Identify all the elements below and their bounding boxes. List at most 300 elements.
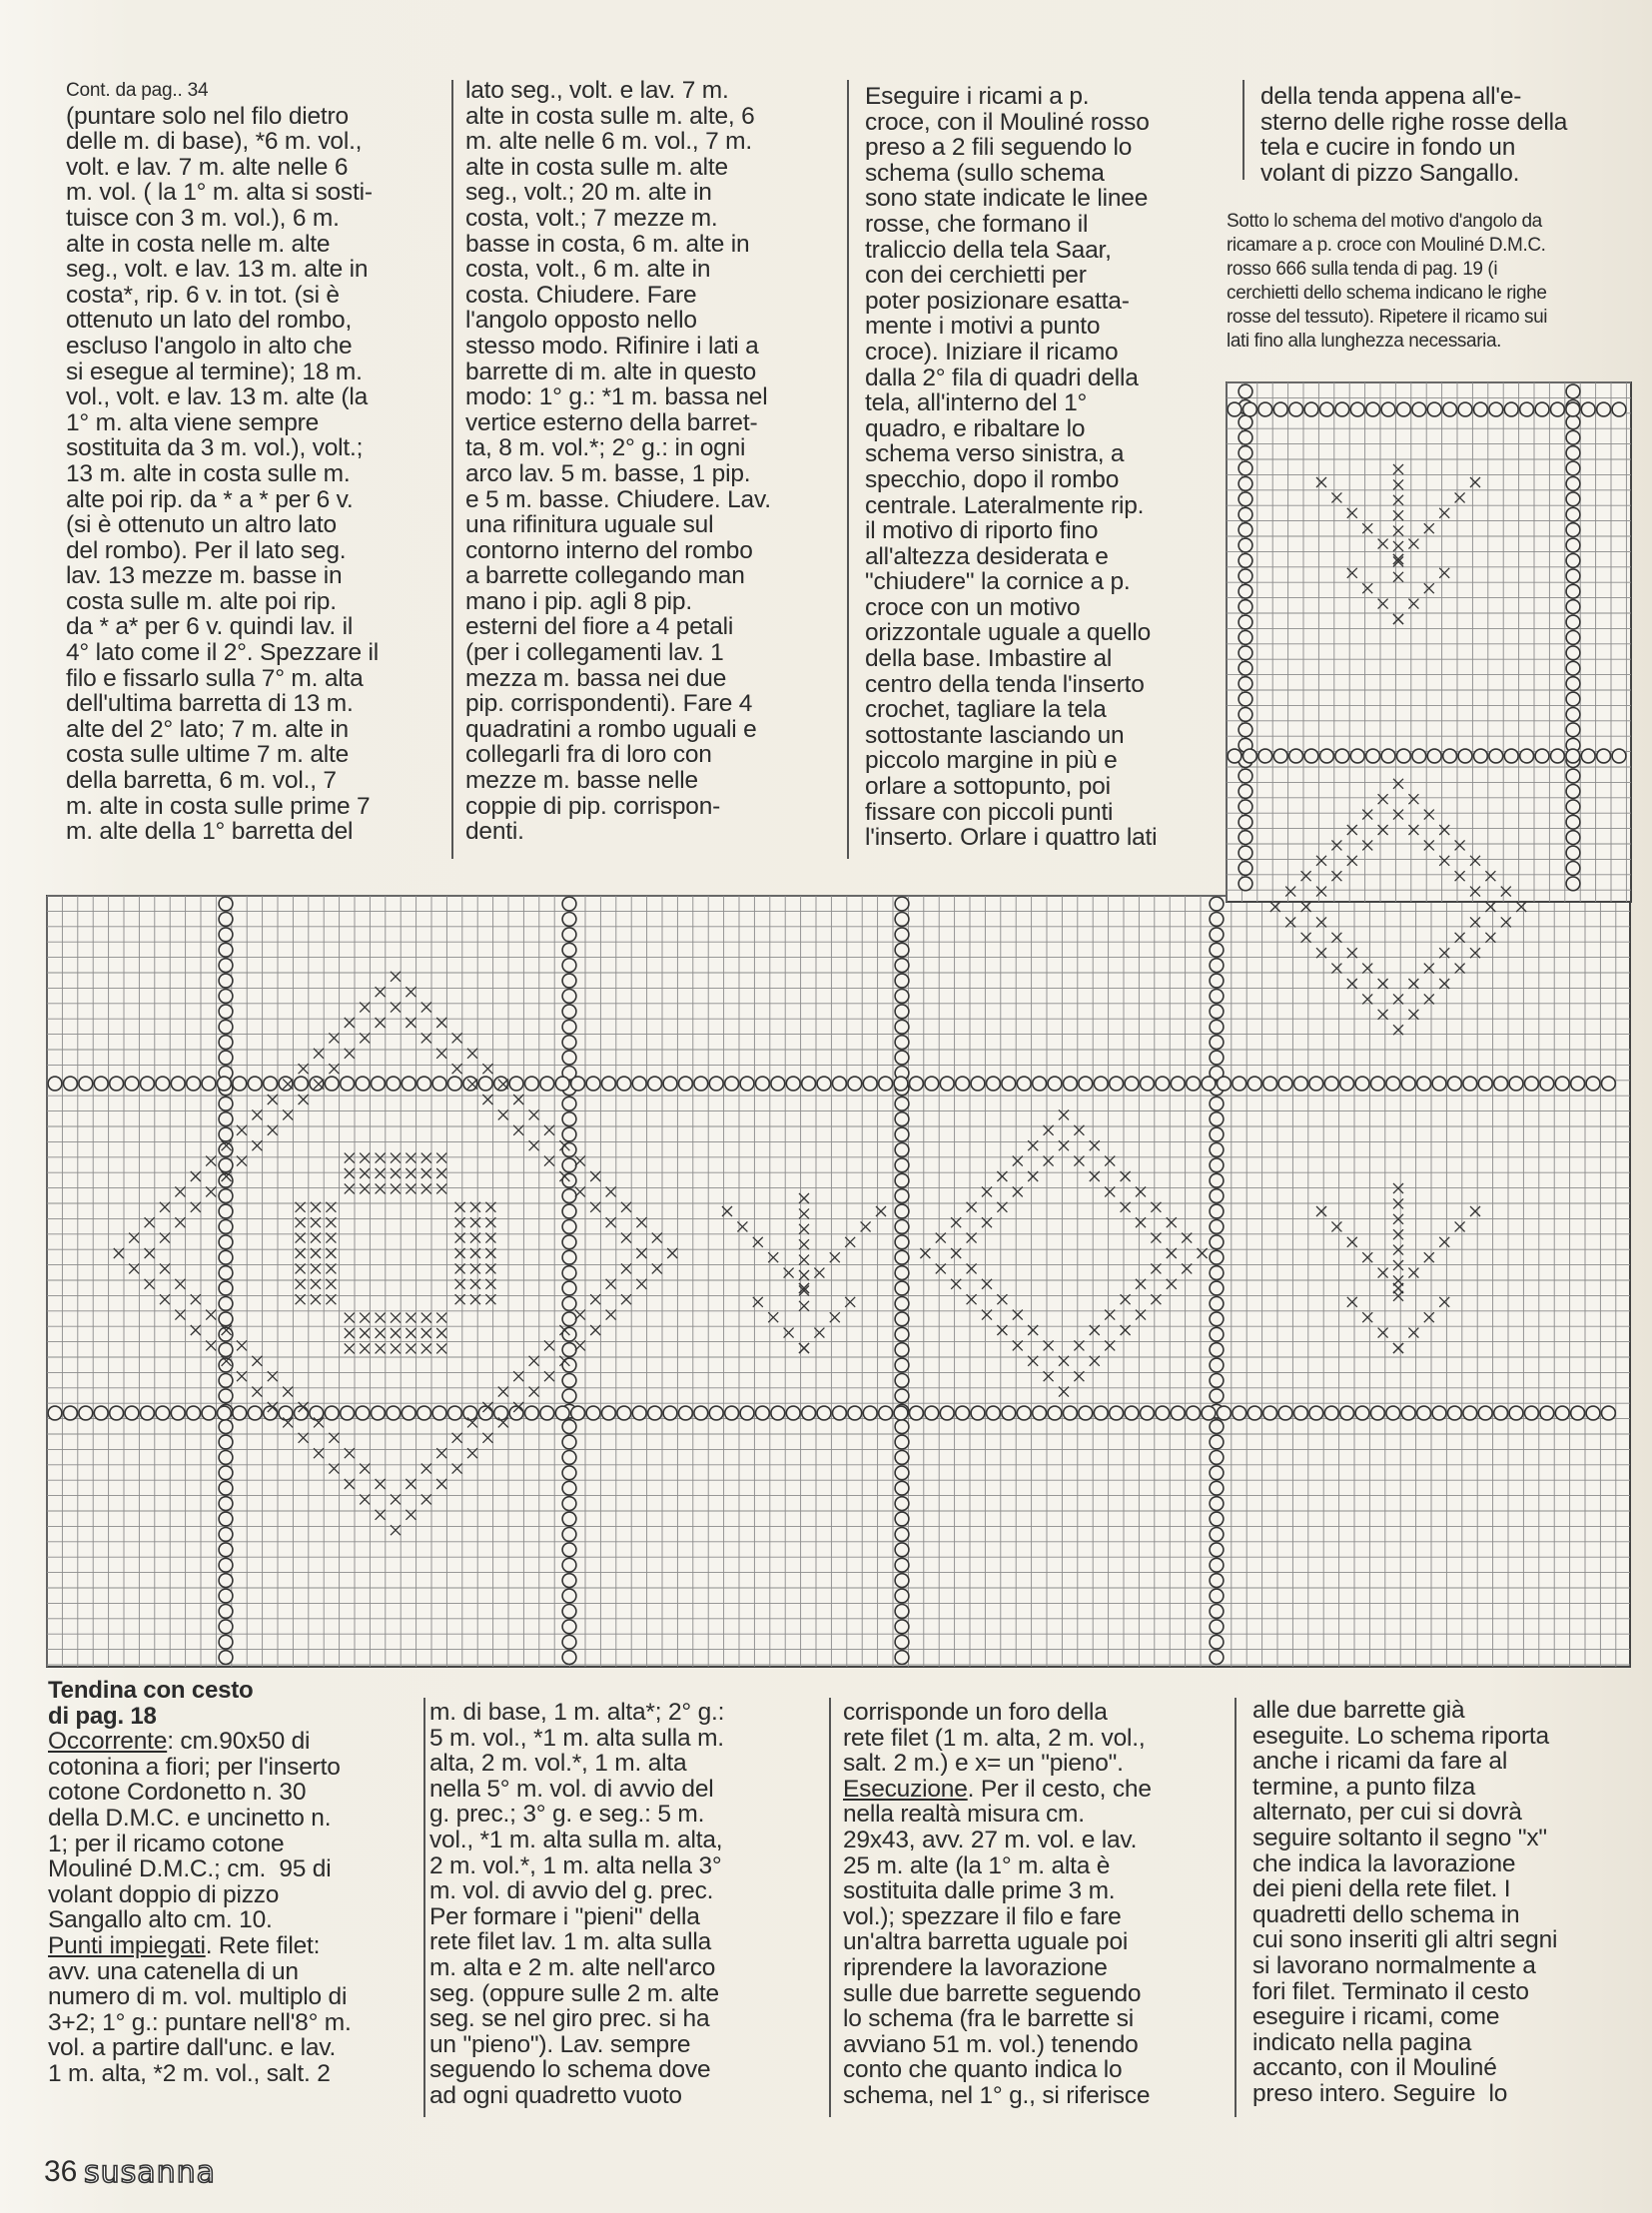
reference-circle xyxy=(1401,1077,1415,1091)
reference-circle xyxy=(1494,1406,1508,1420)
reference-circle xyxy=(895,1420,909,1434)
text-line: contorno interno del rombo xyxy=(465,536,753,564)
reference-circle xyxy=(1566,538,1580,552)
reference-circle xyxy=(562,1097,576,1110)
bottom-col1-lines-b xyxy=(48,1959,427,2087)
text-line: nella 5° m. vol. di avvio del xyxy=(429,1775,714,1803)
reference-circle xyxy=(1187,1406,1201,1420)
reference-circle xyxy=(1566,523,1580,537)
text-line: 2 m. vol.*, 1 m. alta nella 3° xyxy=(429,1851,722,1879)
reference-circle xyxy=(1141,1406,1155,1420)
reference-circle xyxy=(1555,1406,1569,1420)
text-line: avviano 51 m. vol.) tenendo xyxy=(843,2030,1139,2058)
reference-circle xyxy=(1612,749,1626,763)
column-rule xyxy=(829,1698,831,2117)
reference-circle xyxy=(562,1451,576,1465)
reference-circle xyxy=(1210,1312,1224,1326)
text-line: 1 m. alta, *2 m. vol., salt. 2 xyxy=(48,2059,331,2087)
reference-circle xyxy=(562,1189,576,1203)
text-line: croce con un motivo xyxy=(865,593,1081,621)
text-line: il motivo di riporto fino xyxy=(865,517,1099,545)
reference-circle xyxy=(219,1097,233,1110)
text-line: un "pieno"). Lav. sempre xyxy=(429,2030,691,2058)
reference-circle xyxy=(895,928,909,942)
reference-circle xyxy=(1210,1036,1224,1050)
text-line: riprendere la lavorazione xyxy=(843,1953,1108,1981)
reference-circle xyxy=(156,1077,170,1091)
reference-circle xyxy=(156,1406,170,1420)
reference-circle xyxy=(1525,1406,1539,1420)
reference-circle xyxy=(895,1143,909,1157)
reference-circle xyxy=(219,1204,233,1218)
punti-rest: . Rete filet: xyxy=(205,1931,321,1959)
reference-circle xyxy=(562,1204,576,1218)
reference-circle xyxy=(1386,1406,1400,1420)
text-line: all'altezza desiderata e xyxy=(865,542,1109,570)
reference-circle xyxy=(895,897,909,911)
reference-circle xyxy=(895,1266,909,1280)
reference-circle xyxy=(219,1543,233,1557)
reference-circle xyxy=(895,1235,909,1249)
text-line: rete filet lav. 1 m. alta sulla xyxy=(429,1928,712,1956)
reference-circle xyxy=(1210,1420,1224,1434)
reference-circle xyxy=(1448,1406,1462,1420)
reference-circle xyxy=(1381,749,1395,763)
reference-circle xyxy=(219,1189,233,1203)
reference-circle xyxy=(1239,708,1252,722)
reference-circle xyxy=(694,1077,708,1091)
text-line: m. alte della 1° barretta del xyxy=(66,818,354,846)
reference-circle xyxy=(1463,1077,1477,1091)
magazine-brand: susanna xyxy=(84,2155,217,2190)
reference-circle xyxy=(1210,1605,1224,1619)
reference-circle xyxy=(219,1497,233,1511)
reference-circle xyxy=(562,1051,576,1065)
reference-circle xyxy=(219,974,233,988)
reference-circle xyxy=(478,1406,492,1420)
reference-circle xyxy=(863,1077,877,1091)
reference-circle xyxy=(562,1112,576,1126)
bottom-col3-lines-a xyxy=(843,1700,1242,1777)
reference-circle xyxy=(562,1020,576,1034)
text-line: croce, con il Mouliné rosso xyxy=(865,108,1150,136)
reference-circle xyxy=(1210,1112,1224,1126)
text-line: 3+2; 1° g.: puntare nell'8° m. xyxy=(48,2008,352,2036)
reference-circle xyxy=(1566,862,1580,876)
esecuzione-rest: . Per il cesto, che xyxy=(967,1775,1152,1803)
reference-circle xyxy=(987,1077,1001,1091)
reference-circle xyxy=(895,943,909,957)
text-line: volt. e lav. 7 m. alte nelle 6 xyxy=(66,153,349,181)
text-line: sono state indicate le linee xyxy=(865,185,1149,213)
reference-circle xyxy=(1239,538,1252,552)
reference-circle xyxy=(219,1481,233,1495)
text-line: alte in costa nelle m. alte xyxy=(66,230,331,258)
reference-circle xyxy=(1210,897,1224,911)
text-line: rete filet (1 m. alta, 2 m. vol., xyxy=(843,1724,1146,1752)
reference-circle xyxy=(1210,1589,1224,1603)
reference-circle xyxy=(219,1651,233,1665)
text-line: alte poi rip. da * a * per 6 v. xyxy=(66,485,354,513)
reference-circle xyxy=(1239,584,1252,598)
text-line: mano i pip. agli 8 pip. xyxy=(465,587,692,615)
reference-circle xyxy=(1371,1406,1385,1420)
text-line: dalla 2° fila di quadri della xyxy=(865,364,1139,391)
reference-circle xyxy=(1125,1406,1139,1420)
reference-circle xyxy=(1566,723,1580,737)
reference-circle xyxy=(895,1189,909,1203)
reference-circle xyxy=(1239,846,1252,860)
text-line: numero di m. vol. multiplo di xyxy=(48,1983,348,2011)
reference-circle xyxy=(1171,1077,1185,1091)
reference-circle xyxy=(895,1051,909,1065)
reference-circle xyxy=(219,897,233,911)
reference-circle xyxy=(971,1077,985,1091)
text-line: centrale. Lateralmente rip. xyxy=(865,491,1145,519)
text-line: cui sono inseriti gli altri segni xyxy=(1252,1926,1558,1954)
text-line: sulle due barrette seguendo xyxy=(843,1979,1142,2007)
reference-circle xyxy=(562,1158,576,1172)
reference-circle xyxy=(1210,1343,1224,1357)
reference-circle xyxy=(1340,1406,1354,1420)
text-line: cerchietti dello schema indicano le righe xyxy=(1227,283,1547,304)
reference-circle xyxy=(1371,1077,1385,1091)
reference-circle xyxy=(562,1235,576,1249)
reference-circle xyxy=(1064,1077,1078,1091)
reference-circle xyxy=(1125,1077,1139,1091)
reference-circle xyxy=(279,1077,293,1091)
reference-circle xyxy=(219,1451,233,1465)
reference-circle xyxy=(1432,1406,1446,1420)
reference-circle xyxy=(218,1077,232,1091)
text-line: rosse, che formano il xyxy=(865,210,1089,238)
reference-circle xyxy=(1002,1406,1016,1420)
text-line: lav. 13 mezze m. basse in xyxy=(66,562,343,590)
text-line: alle due barrette già xyxy=(1252,1697,1465,1724)
reference-circle xyxy=(894,1077,908,1091)
reference-circle xyxy=(1540,1077,1554,1091)
reference-circle xyxy=(48,1406,62,1420)
reference-circle xyxy=(1478,1406,1492,1420)
reference-circle xyxy=(895,1112,909,1126)
reference-circle xyxy=(1320,402,1334,416)
reference-circle xyxy=(562,1343,576,1357)
reference-circle xyxy=(1110,1406,1124,1420)
text-line: seguire soltanto il segno "x" xyxy=(1252,1824,1547,1851)
text-line: un'altra barretta uguale poi xyxy=(843,1928,1129,1956)
reference-circle xyxy=(1566,631,1580,645)
text-line: lati fino alla lunghezza necessaria. xyxy=(1227,331,1501,352)
text-line: piccolo margine in più e xyxy=(865,747,1118,775)
text-line: barrette di m. alte in questo xyxy=(465,358,757,385)
reference-circle xyxy=(1258,749,1272,763)
reference-circle xyxy=(187,1077,201,1091)
reference-circle xyxy=(64,1406,78,1420)
chart-frame xyxy=(47,896,1630,1667)
text-line: rosse del tessuto). Ripetere il ricamo sui xyxy=(1227,307,1548,328)
reference-circle xyxy=(219,1620,233,1634)
reference-circle xyxy=(1210,1051,1224,1065)
reference-circle xyxy=(1247,1077,1261,1091)
text-line: m. vol. di avvio del g. prec. xyxy=(429,1877,714,1905)
reference-circle xyxy=(1504,402,1518,416)
reference-circle xyxy=(1210,1574,1224,1588)
reference-circle xyxy=(1458,749,1472,763)
reference-circle xyxy=(1443,402,1457,416)
reference-circle xyxy=(562,1651,576,1665)
reference-circle xyxy=(372,1077,386,1091)
reference-circle xyxy=(562,990,576,1004)
text-line: dei pieni della rete filet. I xyxy=(1252,1875,1511,1903)
reference-circle xyxy=(1239,769,1252,783)
reference-circle xyxy=(125,1077,139,1091)
reference-circle xyxy=(562,1512,576,1526)
text-line: dell'ultima barretta di 13 m. xyxy=(66,690,354,718)
reference-circle xyxy=(1239,461,1252,475)
reference-circle xyxy=(125,1406,139,1420)
reference-circle xyxy=(925,1077,939,1091)
reference-circle xyxy=(1555,1077,1569,1091)
text-line: preso intero. Seguire lo xyxy=(1252,2079,1508,2107)
text-line: (puntare solo nel filo dietro xyxy=(66,102,349,130)
text-line: lo schema (fra le barrette si xyxy=(843,2005,1135,2033)
reference-circle xyxy=(1412,402,1426,416)
reference-circle xyxy=(279,1406,293,1420)
reference-circle xyxy=(1304,402,1318,416)
reference-circle xyxy=(1228,749,1241,763)
reference-circle xyxy=(219,1312,233,1326)
reference-circle xyxy=(848,1406,862,1420)
reference-circle xyxy=(1218,1077,1232,1091)
reference-circle xyxy=(1002,1077,1016,1091)
reference-circle xyxy=(478,1077,492,1091)
reference-circle xyxy=(1586,1406,1600,1420)
reference-circle xyxy=(341,1077,355,1091)
reference-circle xyxy=(1210,913,1224,927)
text-line: costa. Chiudere. Fare xyxy=(465,281,697,309)
reference-circle xyxy=(562,1389,576,1403)
reference-circle xyxy=(1239,692,1252,706)
reference-circle xyxy=(1566,677,1580,691)
reference-circle xyxy=(1210,1297,1224,1311)
reference-circle xyxy=(310,1077,324,1091)
reference-circle xyxy=(1304,749,1318,763)
reference-circle xyxy=(1566,446,1580,460)
reference-circle xyxy=(1239,477,1252,491)
reference-circle xyxy=(1489,749,1503,763)
reference-circle xyxy=(555,1077,569,1091)
reference-circle xyxy=(562,1481,576,1495)
reference-circle xyxy=(248,1077,262,1091)
reference-circle xyxy=(895,1589,909,1603)
text-line: l'angolo opposto nello xyxy=(465,307,697,335)
reference-circle xyxy=(1535,749,1549,763)
reference-circle xyxy=(1566,646,1580,660)
reference-circle xyxy=(219,1220,233,1234)
reference-circle xyxy=(571,1406,585,1420)
reference-circle xyxy=(1239,430,1252,444)
text-line: quadro, e ribaltare lo xyxy=(865,414,1086,442)
reference-circle xyxy=(1566,749,1580,763)
reference-circle xyxy=(432,1406,446,1420)
reference-circle xyxy=(1243,749,1257,763)
text-line: ricamare a p. croce con Mouliné D.M.C. xyxy=(1227,235,1546,256)
reference-circle xyxy=(219,1389,233,1403)
reference-circle xyxy=(1278,1077,1292,1091)
reference-circle xyxy=(895,1250,909,1264)
text-line: basse in costa, 6 m. alte in xyxy=(465,230,750,258)
reference-circle xyxy=(540,1077,554,1091)
reference-circle xyxy=(1335,402,1349,416)
text-line: vol.); spezzare il filo e fare xyxy=(843,1902,1122,1930)
text-line: denti. xyxy=(465,818,524,846)
reference-circle xyxy=(64,1077,78,1091)
text-line: quadratini a rombo uguali e xyxy=(465,715,757,743)
reference-circle xyxy=(602,1077,616,1091)
text-line: schema, nel 1° g., si riferisce xyxy=(843,2081,1151,2109)
reference-circle xyxy=(894,1406,908,1420)
reference-circle xyxy=(562,1250,576,1264)
bottom-col3-lines-b xyxy=(843,1802,1242,2108)
reference-circle xyxy=(219,959,233,973)
text-line: m. alte nelle 6 m. vol., 7 m. xyxy=(465,128,752,156)
punti-line xyxy=(48,1933,427,1959)
reference-circle xyxy=(1278,1406,1292,1420)
reference-circle xyxy=(1210,1158,1224,1172)
reference-circle xyxy=(879,1406,893,1420)
reference-circle xyxy=(971,1406,985,1420)
text-line: 29x43, avv. 27 m. vol. e lav. xyxy=(843,1826,1138,1853)
reference-circle xyxy=(1210,1005,1224,1019)
reference-circle xyxy=(1156,1406,1170,1420)
reference-circle xyxy=(1309,1406,1323,1420)
text-line: conto che quanto indica lo xyxy=(843,2056,1123,2084)
reference-circle xyxy=(1094,1077,1108,1091)
reference-circle xyxy=(1263,1406,1277,1420)
reference-circle xyxy=(1324,1077,1338,1091)
reference-circle xyxy=(94,1077,108,1091)
reference-circle xyxy=(1350,749,1364,763)
reference-circle xyxy=(1033,1077,1047,1091)
reference-circle xyxy=(1355,1077,1369,1091)
reference-circle xyxy=(1525,1077,1539,1091)
reference-circle xyxy=(709,1406,723,1420)
reference-circle xyxy=(1239,492,1252,506)
text-line: costa*, rip. 6 v. in tot. (si è xyxy=(66,281,340,309)
text-line: fissare con piccoli punti xyxy=(865,798,1114,826)
article-heading-1: Tendina con cesto xyxy=(48,1677,254,1704)
reference-circle xyxy=(1210,1173,1224,1187)
reference-circle xyxy=(1064,1406,1078,1420)
reference-circle xyxy=(1566,461,1580,475)
reference-circle xyxy=(895,1343,909,1357)
reference-circle xyxy=(786,1077,800,1091)
reference-circle xyxy=(940,1077,954,1091)
reference-circle xyxy=(356,1406,370,1420)
reference-circle xyxy=(1210,1189,1224,1203)
text-line: seg. (oppure sulle 2 m. alte xyxy=(429,1979,719,2007)
reference-circle xyxy=(1239,646,1252,660)
reference-circle xyxy=(586,1077,600,1091)
reference-circle xyxy=(264,1077,278,1091)
reference-circle xyxy=(895,990,909,1004)
reference-circle xyxy=(448,1077,462,1091)
text-line: volant doppio di pizzo xyxy=(48,1880,280,1908)
reference-circle xyxy=(1210,928,1224,942)
reference-circle xyxy=(219,1266,233,1280)
text-line: corrisponde un foro della xyxy=(843,1699,1108,1726)
reference-circle xyxy=(1309,1077,1323,1091)
text-line: sottostante lasciando un xyxy=(865,721,1125,749)
text-line: alternato, per cui si dovrà xyxy=(1252,1799,1522,1827)
reference-circle xyxy=(648,1406,662,1420)
text-line: mezza m. bassa nei due xyxy=(465,664,727,692)
reference-circle xyxy=(1228,402,1241,416)
reference-circle xyxy=(141,1406,155,1420)
reference-circle xyxy=(1417,1406,1431,1420)
reference-circle xyxy=(540,1406,554,1420)
reference-circle xyxy=(295,1406,309,1420)
text-line: alte in costa sulle m. alte, 6 xyxy=(465,102,755,130)
reference-circle xyxy=(895,1451,909,1465)
bottom-col1-lines-a xyxy=(48,1755,427,1933)
reference-circle xyxy=(1458,402,1472,416)
text-line: vol., volt. e lav. 13 m. alte (la xyxy=(66,383,369,411)
reference-circle xyxy=(448,1406,462,1420)
reference-circle xyxy=(562,1266,576,1280)
text-line: traliccio della tela Saar, xyxy=(865,236,1112,264)
reference-circle xyxy=(895,1512,909,1526)
reference-circle xyxy=(1017,1406,1031,1420)
text-line: seguendo lo schema dove xyxy=(429,2056,711,2084)
reference-circle xyxy=(1210,1281,1224,1295)
reference-circle xyxy=(895,1297,909,1311)
reference-circle xyxy=(1210,943,1224,957)
reference-circle xyxy=(1239,877,1252,891)
reference-circle xyxy=(679,1077,693,1091)
text-line: alta, 2 m. vol.*, 1 m. alta xyxy=(429,1750,687,1778)
reference-circle xyxy=(1210,1097,1224,1110)
reference-circle xyxy=(895,1204,909,1218)
reference-circle xyxy=(648,1077,662,1091)
reference-circle xyxy=(1210,959,1224,973)
reference-circle xyxy=(1239,661,1252,675)
text-line: (per i collegamenti lav. 1 xyxy=(465,639,724,667)
reference-circle xyxy=(1210,1389,1224,1403)
reference-circle xyxy=(895,1620,909,1634)
reference-circle xyxy=(1218,1406,1232,1420)
text-line: sostituita da 3 m. vol.), volt.; xyxy=(66,434,364,462)
text-line: escluso l'angolo in alto che xyxy=(66,332,353,360)
reference-circle xyxy=(525,1406,539,1420)
reference-circle xyxy=(562,1543,576,1557)
reference-circle xyxy=(679,1406,693,1420)
reference-circle xyxy=(833,1406,847,1420)
reference-circle xyxy=(562,1528,576,1542)
reference-circle xyxy=(1520,749,1534,763)
reference-circle xyxy=(817,1406,831,1420)
reference-circle xyxy=(110,1077,124,1091)
reference-circle xyxy=(219,1297,233,1311)
reference-circle xyxy=(1233,1406,1246,1420)
text-line: da * a* per 6 v. quindi lav. il xyxy=(66,613,354,641)
reference-circle xyxy=(219,1005,233,1019)
reference-circle xyxy=(341,1406,355,1420)
reference-circle xyxy=(562,1005,576,1019)
text-line: cotone Cordonetto n. 30 xyxy=(48,1779,307,1807)
text-line: rosso 666 sulla tenda di pag. 19 (i xyxy=(1227,259,1498,280)
reference-circle xyxy=(1239,569,1252,583)
